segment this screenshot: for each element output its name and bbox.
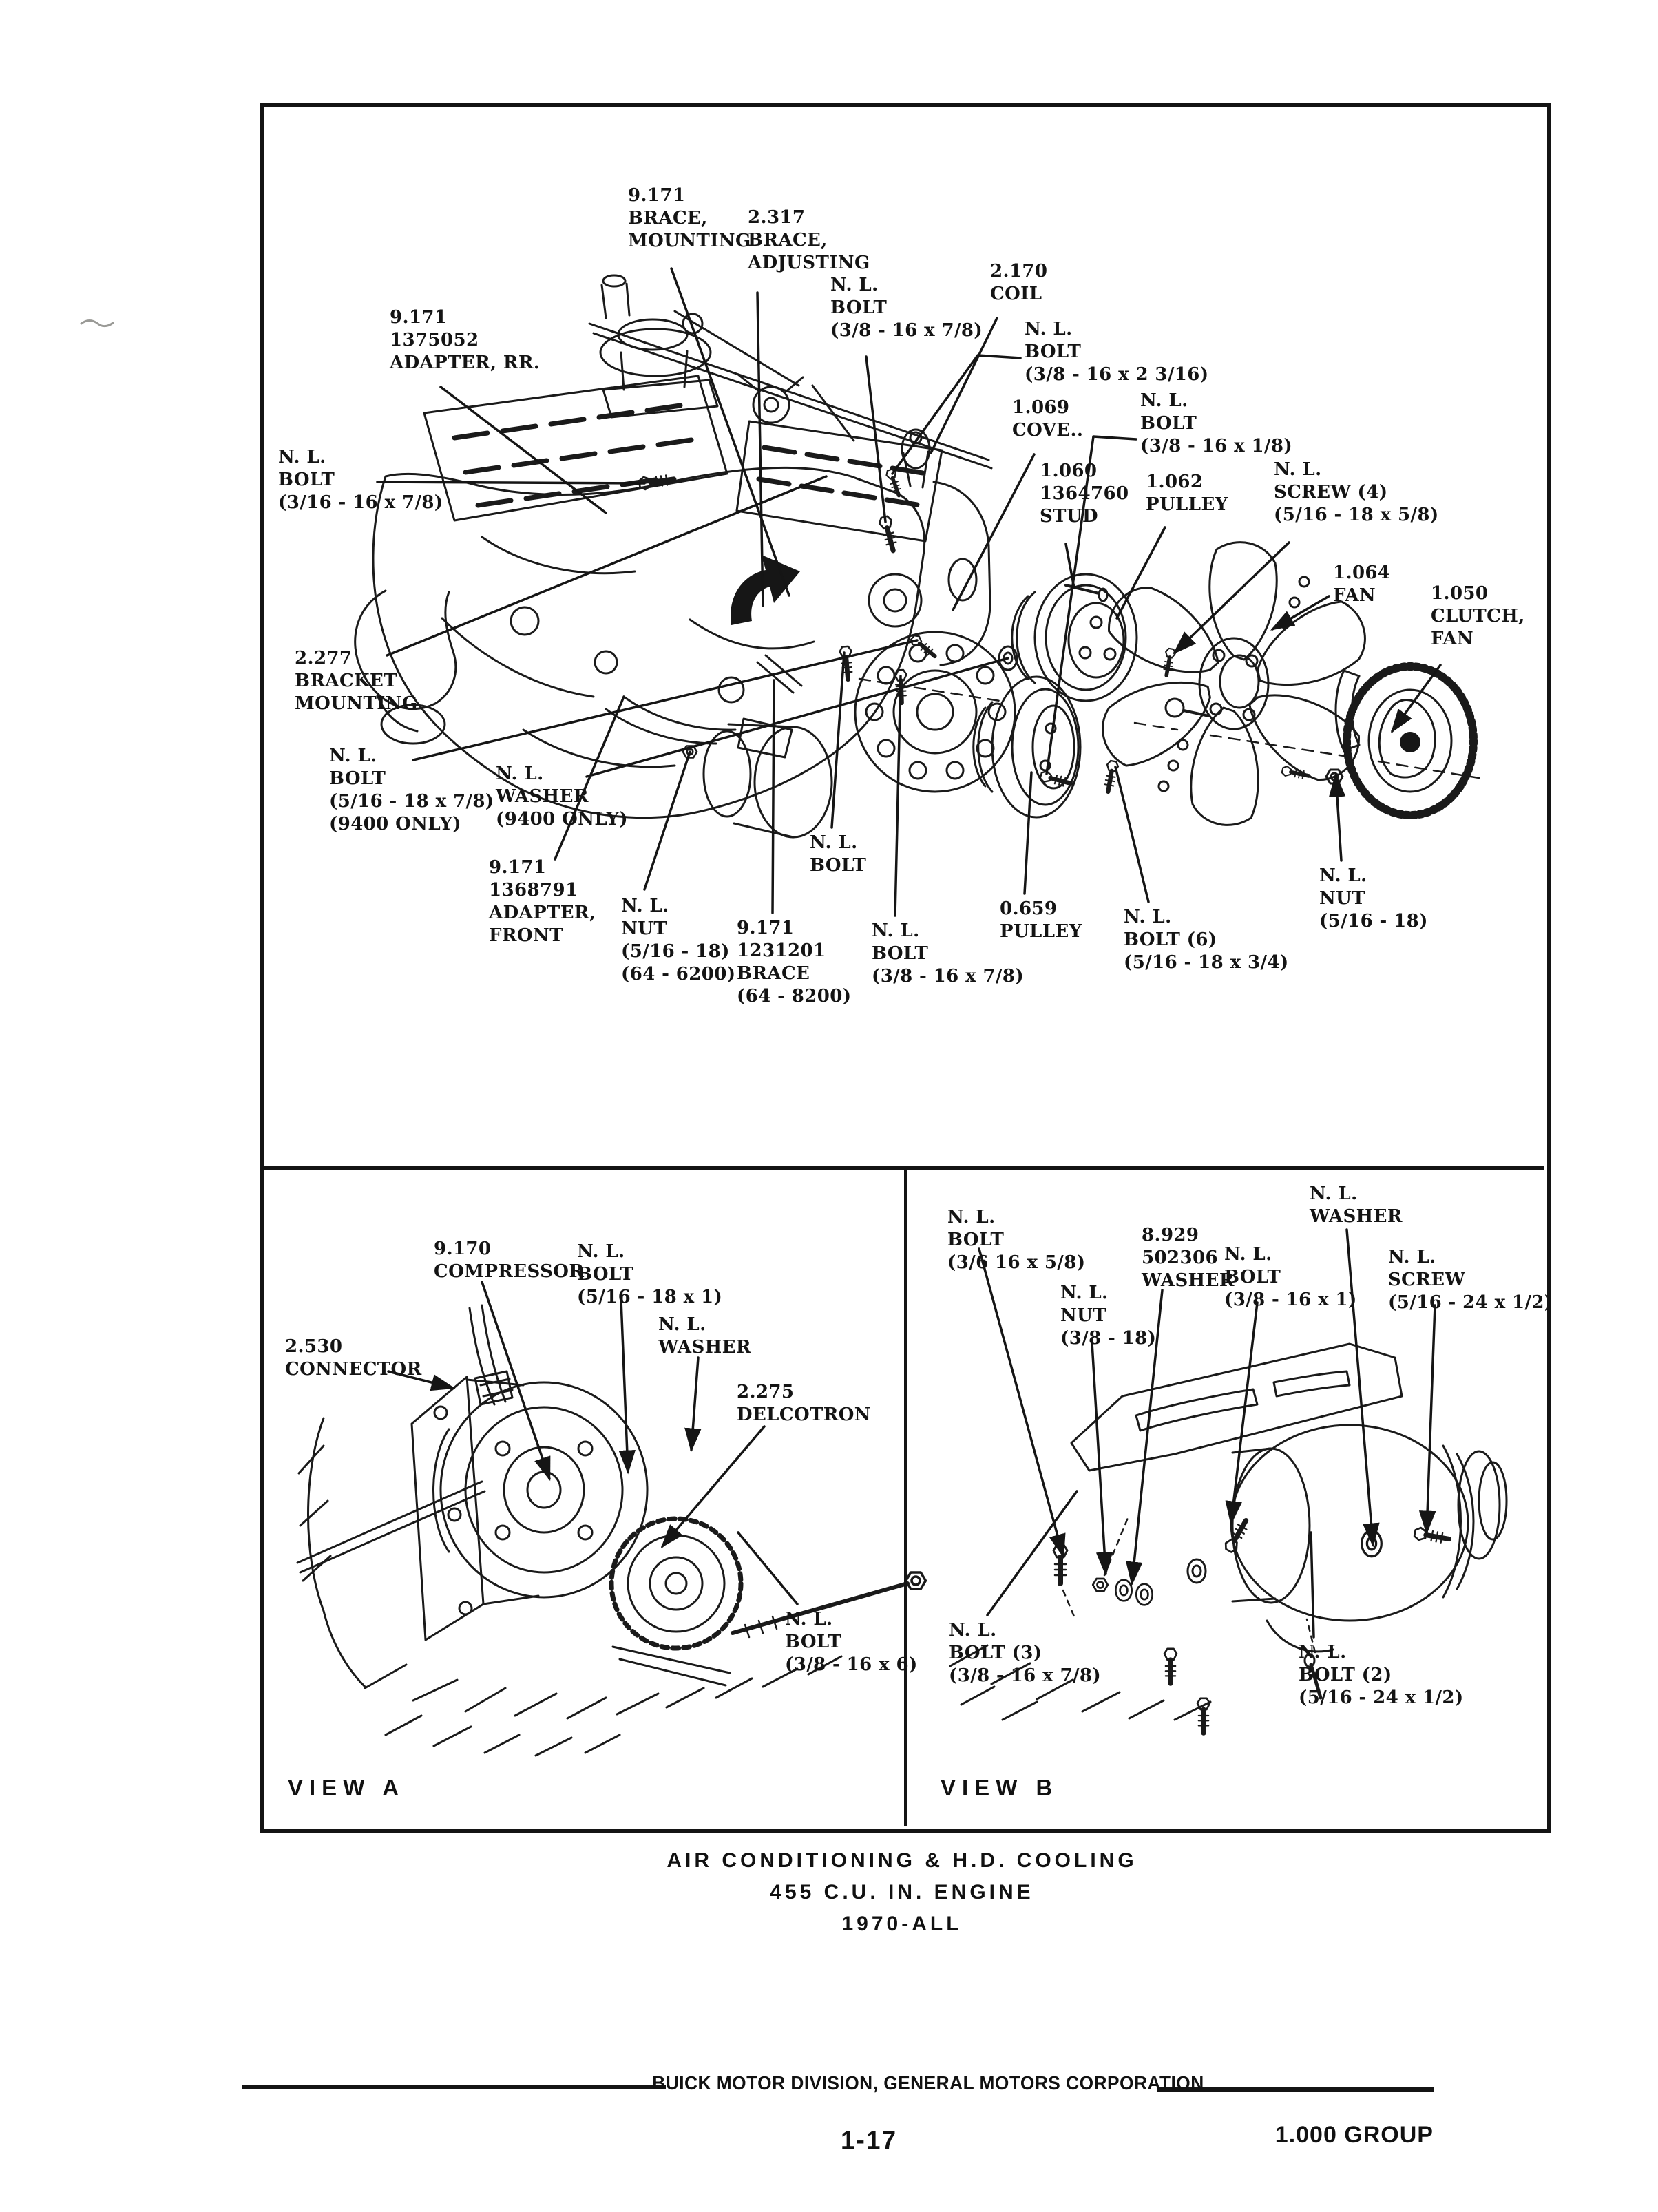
page-number: 1-17 (840, 2126, 898, 2154)
part-label-washer-9400: N. L. WASHER (9400 ONLY) (496, 763, 629, 830)
part-label-cover: 1.069 COVE.. (1012, 397, 1084, 441)
footer-rule-left (242, 2085, 666, 2089)
view-a-title: VIEW A (288, 1775, 406, 1800)
part-label-pulley-1062: 1.062 PULLEY (1146, 472, 1228, 515)
part-label-pulley-0659: 0.659 PULLEY (1000, 898, 1082, 942)
part-label-bolt-2: N. L. BOLT (2) (5/16 - 24 x 1/2) (1299, 1642, 1464, 1708)
part-label-delcotron: 2.275 DELCOTRON (737, 1382, 871, 1425)
part-label-coil: 2.170 COIL (990, 261, 1048, 304)
scan-blemish (81, 321, 113, 326)
part-label-screw-4: N. L. SCREW (4) (5/16 - 18 x 5/8) (1274, 459, 1439, 525)
part-label-bolt-bottom: N. L. BOLT (3/8 - 16 x 7/8) (872, 920, 1025, 987)
part-label-bolt-2-3-16: N. L. BOLT (3/8 - 16 x 2 3/16) (1025, 319, 1209, 385)
caption-line-3: 1970-ALL (841, 1913, 963, 1935)
part-label-adapter-rr: 9.171 1375052 ADAPTER, RR. (390, 307, 541, 373)
part-label-bolt-a6: N. L. BOLT (3/8 - 16 x 6) (785, 1609, 918, 1675)
part-label-stud: 1.060 1364760 STUD (1040, 461, 1129, 527)
part-label-bracket-mounting: 2.277 BRACKET MOUNTING (295, 648, 418, 714)
part-label-screw-b: N. L. SCREW (5/16 - 24 x 1/2) (1388, 1247, 1553, 1313)
caption-line-2: 455 C.U. IN. ENGINE (770, 1881, 1034, 1904)
part-label-washer-b: N. L. WASHER (1310, 1183, 1403, 1227)
part-label-bolt-b1: N. L. BOLT (3/6 16 x 5/8) (947, 1207, 1086, 1273)
part-label-bolt-b2: N. L. BOLT (3/8 - 16 x 1) (1224, 1244, 1357, 1310)
part-label-bolt-1-8: N. L. BOLT (3/8 - 16 x 1/8) (1140, 390, 1293, 456)
part-label-bolt-top: N. L. BOLT (3/8 - 16 x 7/8) (830, 275, 983, 341)
part-label-brace-64: 9.171 1231201 BRACE (64 - 8200) (737, 918, 852, 1007)
panel-divider-vertical (904, 1166, 907, 1826)
part-label-connector: 2.530 CONNECTOR (285, 1336, 422, 1380)
part-label-washer-8929: 8.929 502306 WASHER (1142, 1225, 1235, 1291)
part-label-clutch-fan: 1.050 CLUTCH, FAN (1431, 583, 1525, 649)
part-label-fan: 1.064 FAN (1333, 562, 1391, 606)
view-b-title: VIEW B (941, 1775, 1059, 1800)
group-number: 1.000 GROUP (1274, 2122, 1434, 2148)
panel-divider-horizontal (260, 1166, 1544, 1170)
part-label-nut-right: N. L. NUT (5/16 - 18) (1319, 865, 1428, 931)
part-label-bolt-a: N. L. BOLT (5/16 - 18 x 1) (577, 1241, 723, 1307)
publisher-line: BUICK MOTOR DIVISION, GENERAL MOTORS CORPORATION (652, 2072, 1204, 2094)
part-label-bolt-6: N. L. BOLT (6) (5/16 - 18 x 3/4) (1124, 907, 1289, 973)
part-label-brace-adjusting: 2.317 BRACE, ADJUSTING (748, 207, 870, 273)
part-label-bolt-3-16: N. L. BOLT (3/16 - 16 x 7/8) (278, 447, 443, 513)
part-label-bolt-nl: N. L. BOLT (810, 832, 867, 876)
part-label-nut-b: N. L. NUT (3/8 - 18) (1060, 1283, 1157, 1349)
part-label-nut-64: N. L. NUT (5/16 - 18) (64 - 6200) (621, 896, 736, 984)
part-label-bolt-9400: N. L. BOLT (5/16 - 18 x 7/8) (9400 ONLY) (329, 746, 494, 834)
part-label-adapter-front: 9.171 1368791 ADAPTER, FRONT (489, 857, 596, 946)
part-label-compressor: 9.170 COMPRESSOR (434, 1239, 585, 1282)
part-label-brace-mounting: 9.171 BRACE, MOUNTING (628, 185, 751, 251)
part-label-washer-a: N. L. WASHER (658, 1314, 751, 1358)
caption-line-1: AIR CONDITIONING & H.D. COOLING (667, 1849, 1137, 1872)
part-label-bolt-3: N. L. BOLT (3) (3/8 - 16 x 7/8) (949, 1620, 1102, 1686)
